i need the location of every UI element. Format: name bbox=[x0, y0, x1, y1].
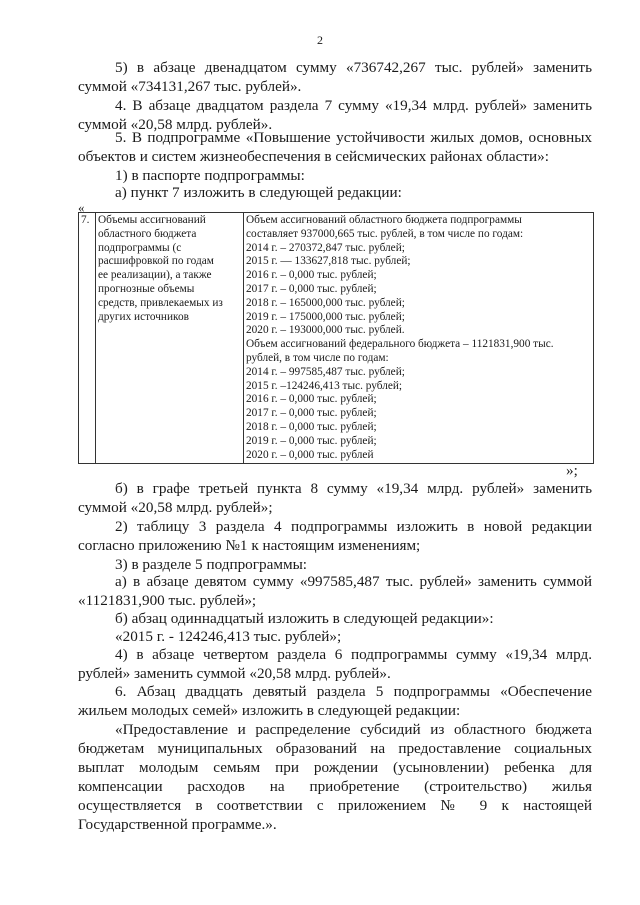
value-line: 2015 г. — 133627,818 тыс. рублей; bbox=[246, 255, 411, 268]
row-number-cell: 7. bbox=[79, 213, 96, 464]
row-value-cell bbox=[244, 213, 594, 464]
value-line: 2018 г. – 165000,000 тыс. рублей; bbox=[246, 296, 405, 309]
value-line: 2016 г. – 0,000 тыс. рублей; bbox=[246, 393, 377, 406]
paragraph-5: а) пункт 7 изложить в следующей редакции: bbox=[115, 184, 402, 201]
name-line: прогнозные объемы bbox=[98, 282, 195, 295]
paragraph-14 bbox=[78, 720, 592, 834]
paragraph-1: 5) в абзаце двенадцатом сумму «736742,267 тыс. рублей» заменить суммой «734131,267 тыс. рублей». bbox=[78, 59, 592, 95]
value-line: рублей, в том числе по годам: bbox=[246, 351, 389, 364]
paragraph-14-line: выплат молодым семьям при рождении (усыновлении) ребенка для bbox=[78, 759, 592, 776]
value-line: 2017 г. – 0,000 тыс. рублей; bbox=[246, 407, 377, 420]
value-line: 2016 г. – 0,000 тыс. рублей; bbox=[246, 269, 377, 282]
value-line: составляет 937000,665 тыс. рублей, в том числе по годам: bbox=[246, 227, 524, 240]
value-line: Объем ассигнований областного бюджета подпрограммы bbox=[246, 214, 522, 226]
page-number: 2 bbox=[317, 33, 323, 47]
paragraph-13: 6. Абзац двадцать девятый раздела 5 подпрограммы «Обеспечение жильем молодых семей» изложить в следующей редакции: bbox=[78, 683, 592, 719]
row-name-cell bbox=[96, 213, 244, 464]
name-line: областного бюджета bbox=[98, 227, 197, 240]
paragraph-10: б) абзац одиннадцатый изложить в следующей редакции»: bbox=[115, 610, 494, 627]
name-line: ее реализации), а также bbox=[98, 269, 212, 282]
paragraph-6: б) в графе третьей пункта 8 сумму «19,34 млрд. рублей» заменить суммой «20,58 млрд. рублей»; bbox=[78, 480, 592, 516]
value-line: Объем ассигнований федерального бюджета – 1121831,900 тыс. bbox=[246, 338, 554, 351]
paragraph-2: 4. В абзаце двадцатом раздела 7 сумму «19,34 млрд. рублей» заменить суммой «20,58 млрд. рублей». bbox=[78, 97, 592, 133]
name-line: средств, привлекаемых из bbox=[98, 296, 223, 309]
paragraph-14-line: бюджетам муниципальных образований на предоставление социальных bbox=[78, 740, 592, 757]
value-line: 2014 г. – 997585,487 тыс. рублей; bbox=[246, 365, 405, 378]
paragraph-14-line: осуществляется в соответствии с приложением № 9 к настоящей bbox=[78, 797, 592, 814]
name-line: расшифровкой по годам bbox=[98, 255, 214, 268]
value-line: 2020 г. – 0,000 тыс. рублей bbox=[246, 448, 374, 461]
paragraph-11: «2015 г. - 124246,413 тыс. рублей»; bbox=[115, 628, 342, 645]
value-line: 2017 г. – 0,000 тыс. рублей; bbox=[246, 282, 377, 295]
value-line: 2019 г. – 175000,000 тыс. рублей; bbox=[246, 310, 405, 323]
name-line: Объемы ассигнований bbox=[98, 214, 206, 226]
value-line: 2019 г. – 0,000 тыс. рублей; bbox=[246, 434, 377, 447]
table-close-quote: »; bbox=[566, 462, 578, 479]
value-line: 2014 г. – 270372,847 тыс. рублей; bbox=[246, 241, 405, 254]
table-row bbox=[79, 213, 594, 464]
paragraph-14-line: компенсации расходов на приобретение (строительство) жилья bbox=[78, 778, 592, 795]
paragraph-4: 1) в паспорте подпрограммы: bbox=[115, 167, 305, 184]
paragraph-14-line: Государственной программе.». bbox=[78, 816, 277, 833]
paragraph-3: 5. В подпрограмме «Повышение устойчивости жилых домов, основных объектов и систем жизнеобеспечения в сейсмических районах области»: bbox=[78, 129, 592, 165]
table-open-quote: « bbox=[78, 200, 85, 215]
value-line: 2018 г. – 0,000 тыс. рублей; bbox=[246, 420, 377, 433]
paragraph-12: 4) в абзаце четвертом раздела 6 подпрограммы сумму «19,34 млрд. рублей» заменить суммой «20,58 млрд. рублей». bbox=[78, 646, 592, 682]
name-line: подпрограммы (с bbox=[98, 241, 182, 254]
paragraph-8: 3) в разделе 5 подпрограммы: bbox=[115, 556, 307, 573]
name-line: других источников bbox=[98, 310, 189, 323]
paragraph-14-line: «Предоставление и распределение субсидий из областного бюджета bbox=[115, 721, 592, 738]
value-line: 2020 г. – 193000,000 тыс. рублей. bbox=[246, 324, 405, 337]
paragraph-7: 2) таблицу 3 раздела 4 подпрограммы изложить в новой редакции согласно приложению №1 к настоящим изменениям; bbox=[78, 518, 592, 554]
passport-table bbox=[78, 212, 594, 464]
paragraph-9: а) в абзаце девятом сумму «997585,487 тыс. рублей» заменить суммой «1121831,900 тыс. рублей»; bbox=[78, 573, 592, 609]
value-line: 2015 г. –124246,413 тыс. рублей; bbox=[246, 379, 403, 392]
